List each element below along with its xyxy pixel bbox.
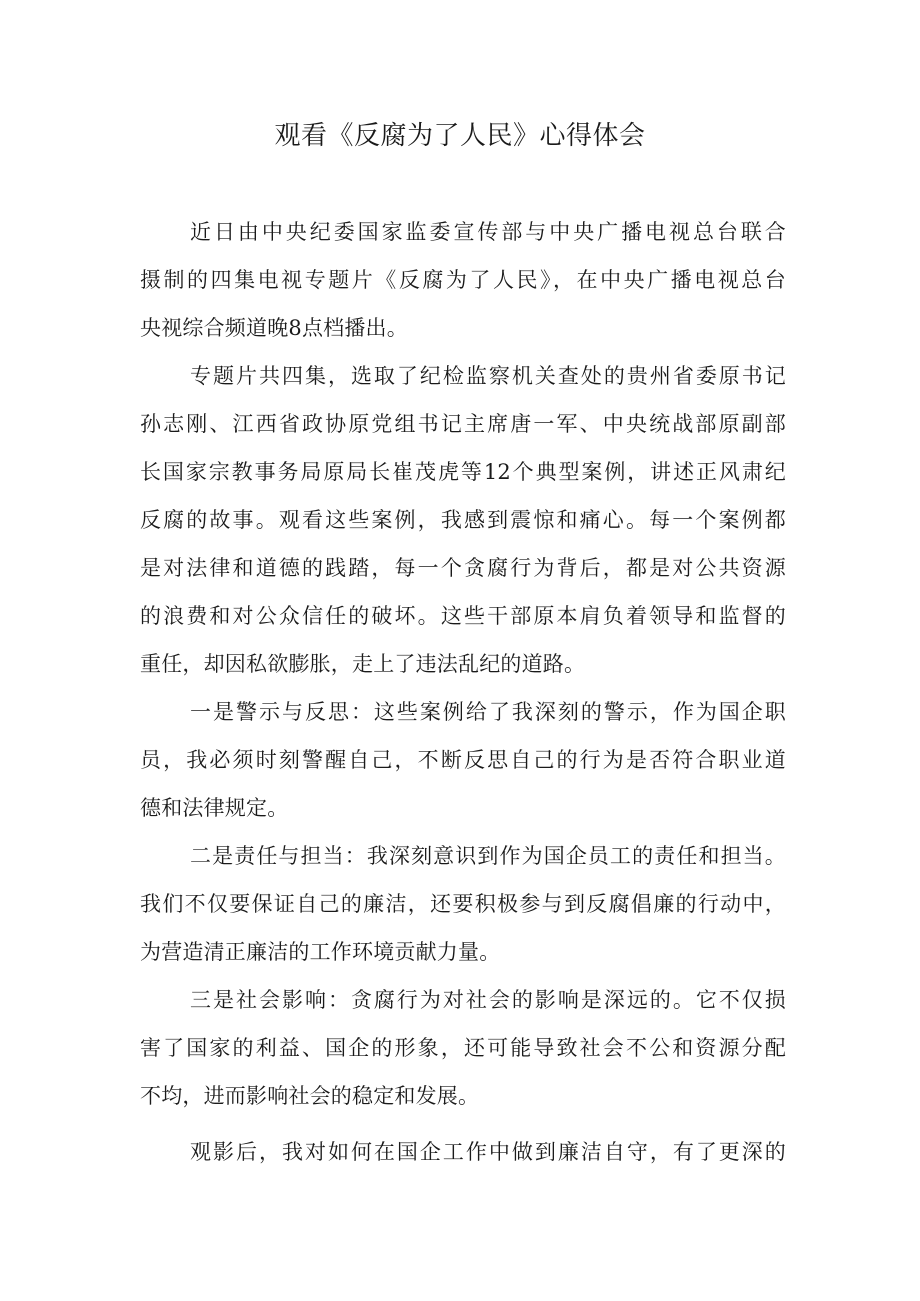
document-title: 观看《反腐为了人民》心得体会 <box>274 121 646 151</box>
paragraph-2-line-5: 是对法律和道德的践踏，每一个贪腐行为背后，都是对公共资源 <box>140 556 786 580</box>
paragraph-2-line-6: 的浪费和对公众信任的破坏。这些干部原本肩负着领导和监督的 <box>140 604 786 628</box>
paragraph-3-line-2: 员，我必须时刻警醒自己，不断反思自己的行为是否符合职业道 <box>140 748 786 772</box>
paragraph-1-line-2: 摄制的四集电视专题片《反腐为了人民》，在中央广播电视总台 <box>140 268 786 292</box>
paragraph-2-line-2: 孙志刚、江西省政协原党组书记主席唐一军、中央统战部原副部 <box>140 412 786 436</box>
paragraph-6-line-1: 观影后，我对如何在国企工作中做到廉洁自守，有了更深的 <box>190 1140 786 1164</box>
paragraph-5-line-1: 三是社会影响：贪腐行为对社会的影响是深远的。它不仅损 <box>190 988 786 1012</box>
paragraph-4-line-3: 为营造清正廉洁的工作环境贡献力量。 <box>140 940 501 964</box>
paragraph-4-line-2: 我们不仅要保证自己的廉洁，还要积极参与到反腐倡廉的行动中， <box>140 892 786 916</box>
paragraph-1-line-3: 央视综合频道晚8点档播出。 <box>140 316 408 340</box>
paragraph-2-line-1: 专题片共四集，选取了纪检监察机关查处的贵州省委原书记 <box>190 364 786 388</box>
paragraph-3-line-3: 德和法律规定。 <box>140 796 289 820</box>
paragraph-3-line-1: 一是警示与反思：这些案例给了我深刻的警示，作为国企职 <box>190 700 786 724</box>
paragraph-2-line-4: 反腐的故事。观看这些案例，我感到震惊和痛心。每一个案例都 <box>140 508 786 532</box>
paragraph-2-line-7: 重任，却因私欲膨胀，走上了违法乱纪的道路。 <box>140 652 586 676</box>
paragraph-1-line-1: 近日由中央纪委国家监委宣传部与中央广播电视总台联合 <box>190 220 786 244</box>
paragraph-5-line-2: 害了国家的利益、国企的形象，还可能导致社会不公和资源分配 <box>140 1036 786 1060</box>
paragraph-4-line-1: 二是责任与担当：我深刻意识到作为国企员工的责任和担当。 <box>190 844 786 868</box>
paragraph-2-line-3: 长国家宗教事务局原局长崔茂虎等12个典型案例，讲述正风肃纪 <box>140 460 786 484</box>
paragraph-5-line-3: 不均，进而影响社会的稳定和发展。 <box>140 1084 480 1108</box>
